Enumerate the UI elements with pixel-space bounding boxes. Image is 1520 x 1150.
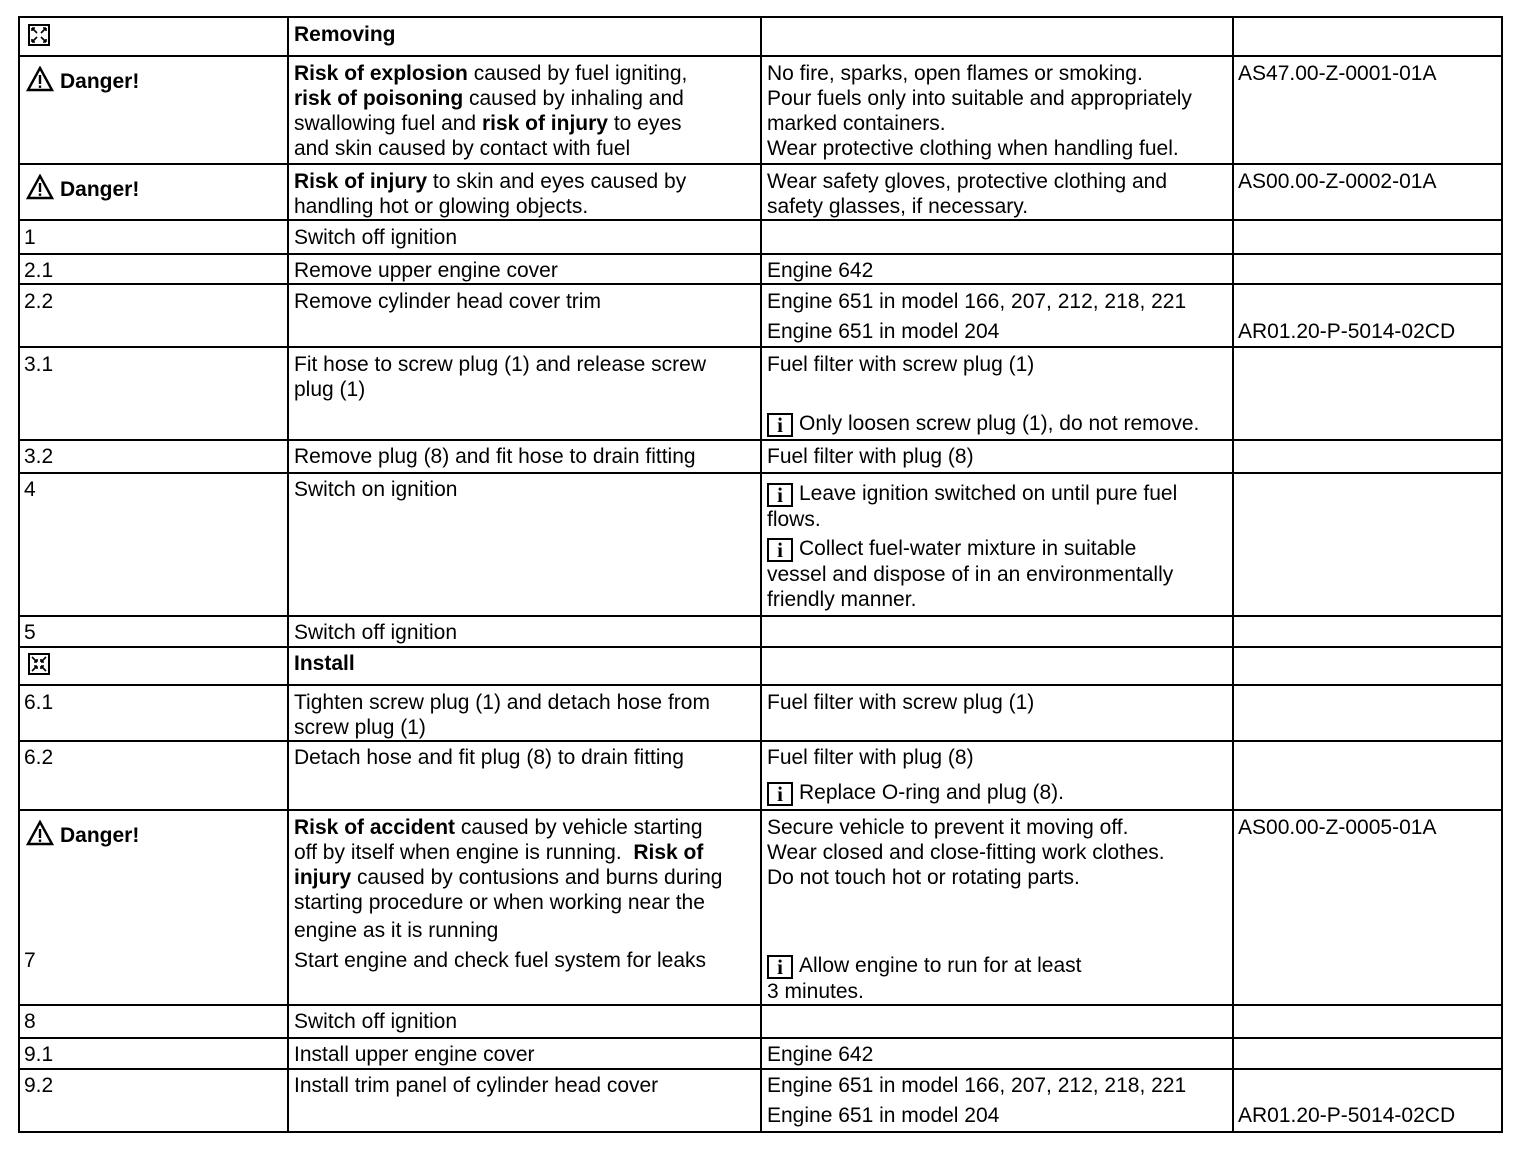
row-divider bbox=[18, 283, 1503, 285]
danger1-text-line: risk of poisoning caused by inhaling and bbox=[294, 87, 684, 110]
step-action: Start engine and check fuel system for leaks bbox=[294, 949, 707, 972]
info-note: friendly manner. bbox=[767, 588, 917, 611]
step-action: Switch off ignition bbox=[294, 1010, 458, 1033]
column-divider bbox=[760, 16, 762, 1132]
danger3-measure: Secure vehicle to prevent it moving off. bbox=[767, 816, 1129, 839]
assemble-icon bbox=[28, 653, 50, 675]
info-note: i Collect fuel-water mixture in suitable bbox=[767, 536, 1136, 562]
warning-triangle-icon bbox=[26, 820, 54, 846]
column-divider bbox=[287, 16, 289, 1132]
table-border bbox=[1501, 16, 1503, 1132]
column-divider bbox=[1232, 16, 1234, 1132]
step-number: 1 bbox=[24, 226, 36, 249]
install-heading: Install bbox=[294, 652, 355, 675]
step-ref[interactable]: AR01.20-P-5014-02CD bbox=[1238, 1104, 1456, 1127]
row-divider bbox=[18, 219, 1503, 221]
step-number: 9.2 bbox=[24, 1074, 54, 1097]
info-icon: i bbox=[767, 413, 793, 437]
row-divider bbox=[18, 1131, 1503, 1133]
danger2-text-line: handling hot or glowing objects. bbox=[294, 195, 589, 218]
step-action: Remove cylinder head cover trim bbox=[294, 290, 601, 313]
danger2-text-line: Risk of injury to skin and eyes caused by bbox=[294, 170, 687, 193]
danger-label: Danger! bbox=[26, 820, 139, 848]
step-number: 3.2 bbox=[24, 445, 54, 468]
row-divider bbox=[18, 16, 1503, 18]
step-note: Engine 651 in model 204 bbox=[767, 320, 1000, 343]
row-divider bbox=[18, 163, 1503, 165]
step-note: Fuel filter with plug (8) bbox=[767, 445, 974, 468]
step-note: Fuel filter with plug (8) bbox=[767, 746, 974, 769]
row-divider bbox=[18, 684, 1503, 686]
danger1-measure: Wear protective clothing when handling fuel. bbox=[767, 137, 1179, 160]
step-number: 3.1 bbox=[24, 353, 54, 376]
row-divider bbox=[18, 439, 1503, 441]
step-number: 4 bbox=[24, 478, 36, 501]
row-divider bbox=[18, 740, 1503, 742]
step-note: Fuel filter with screw plug (1) bbox=[767, 691, 1035, 714]
info-icon: i bbox=[767, 955, 793, 979]
step-action: Switch on ignition bbox=[294, 478, 458, 501]
danger1-measure: marked containers. bbox=[767, 112, 946, 135]
table-border bbox=[18, 16, 20, 1132]
danger2-ref[interactable]: AS00.00-Z-0002-01A bbox=[1238, 170, 1437, 193]
step-action: Detach hose and fit plug (8) to drain fitting bbox=[294, 746, 684, 769]
step-action: Tighten screw plug (1) and detach hose from bbox=[294, 691, 710, 714]
danger3-ref[interactable]: AS00.00-Z-0005-01A bbox=[1238, 816, 1437, 839]
step-action: Switch off ignition bbox=[294, 226, 458, 249]
danger3-text-line: engine as it is running bbox=[294, 919, 499, 942]
step-number: 6.2 bbox=[24, 746, 54, 769]
danger1-measure: No fire, sparks, open flames or smoking. bbox=[767, 62, 1143, 85]
row-divider bbox=[18, 472, 1503, 474]
row-divider bbox=[18, 646, 1503, 648]
step-note: Engine 642 bbox=[767, 259, 874, 282]
step-note: Engine 642 bbox=[767, 1043, 874, 1066]
info-icon: i bbox=[767, 782, 793, 806]
warning-triangle-icon bbox=[26, 66, 54, 92]
row-divider bbox=[18, 346, 1503, 348]
step-note: Engine 651 in model 166, 207, 212, 218, 221 bbox=[767, 290, 1187, 313]
step-action: Remove upper engine cover bbox=[294, 259, 558, 282]
danger2-measure: Wear safety gloves, protective clothing and bbox=[767, 170, 1167, 193]
info-note: i Only loosen screw plug (1), do not remove. bbox=[767, 411, 1199, 437]
step-note: Engine 651 in model 204 bbox=[767, 1104, 1000, 1127]
danger1-text-line: swallowing fuel and risk of injury to eyes bbox=[294, 112, 682, 135]
row-divider bbox=[18, 253, 1503, 255]
danger-label: Danger! bbox=[26, 66, 139, 94]
info-icon: i bbox=[767, 538, 793, 562]
info-note: i Leave ignition switched on until pure fuel bbox=[767, 481, 1177, 507]
removing-heading: Removing bbox=[294, 23, 396, 46]
step-action: Remove plug (8) and fit hose to drain fitting bbox=[294, 445, 696, 468]
row-divider bbox=[18, 615, 1503, 617]
danger3-measure: Do not touch hot or rotating parts. bbox=[767, 866, 1080, 889]
row-divider bbox=[18, 1068, 1503, 1070]
step-action: screw plug (1) bbox=[294, 716, 426, 739]
info-note: flows. bbox=[767, 508, 821, 531]
info-note: vessel and dispose of in an environmentally bbox=[767, 563, 1174, 586]
step-action: Install upper engine cover bbox=[294, 1043, 535, 1066]
danger3-text-line: Risk of accident caused by vehicle starting bbox=[294, 816, 703, 839]
step-action: Fit hose to screw plug (1) and release screw bbox=[294, 353, 707, 376]
step-number: 6.1 bbox=[24, 691, 54, 714]
step-action: plug (1) bbox=[294, 378, 366, 401]
step-number: 7 bbox=[24, 949, 36, 972]
danger-label: Danger! bbox=[26, 174, 139, 202]
step-note: Fuel filter with screw plug (1) bbox=[767, 353, 1035, 376]
danger1-measure: Pour fuels only into suitable and appropriately bbox=[767, 87, 1192, 110]
step-number: 2.1 bbox=[24, 259, 54, 282]
step-action: Switch off ignition bbox=[294, 621, 458, 644]
danger3-text-line: injury caused by contusions and burns during bbox=[294, 866, 723, 889]
step-action: Install trim panel of cylinder head cover bbox=[294, 1074, 659, 1097]
info-note: 3 minutes. bbox=[767, 980, 864, 1003]
disassemble-icon bbox=[28, 24, 50, 46]
danger3-measure: Wear closed and close-fitting work clothes. bbox=[767, 841, 1165, 864]
row-divider bbox=[18, 1037, 1503, 1039]
danger1-ref[interactable]: AS47.00-Z-0001-01A bbox=[1238, 62, 1437, 85]
danger1-text-line: and skin caused by contact with fuel bbox=[294, 137, 631, 160]
info-note: i Replace O-ring and plug (8). bbox=[767, 780, 1064, 806]
row-divider bbox=[18, 1004, 1503, 1006]
info-icon: i bbox=[767, 483, 793, 507]
step-number: 5 bbox=[24, 621, 36, 644]
step-number: 2.2 bbox=[24, 290, 54, 313]
danger3-text-line: off by itself when engine is running. Risk of bbox=[294, 841, 704, 864]
warning-triangle-icon bbox=[26, 174, 54, 200]
danger1-text-line: Risk of explosion caused by fuel igniting, bbox=[294, 62, 688, 85]
danger3-text-line: starting procedure or when working near the bbox=[294, 891, 705, 914]
row-divider bbox=[18, 55, 1503, 57]
danger2-measure: safety glasses, if necessary. bbox=[767, 195, 1029, 218]
row-divider bbox=[18, 809, 1503, 811]
step-note: Engine 651 in model 166, 207, 212, 218, 221 bbox=[767, 1074, 1187, 1097]
info-note: i Allow engine to run for at least bbox=[767, 953, 1082, 979]
step-number: 8 bbox=[24, 1010, 36, 1033]
step-number: 9.1 bbox=[24, 1043, 54, 1066]
step-ref[interactable]: AR01.20-P-5014-02CD bbox=[1238, 320, 1456, 343]
